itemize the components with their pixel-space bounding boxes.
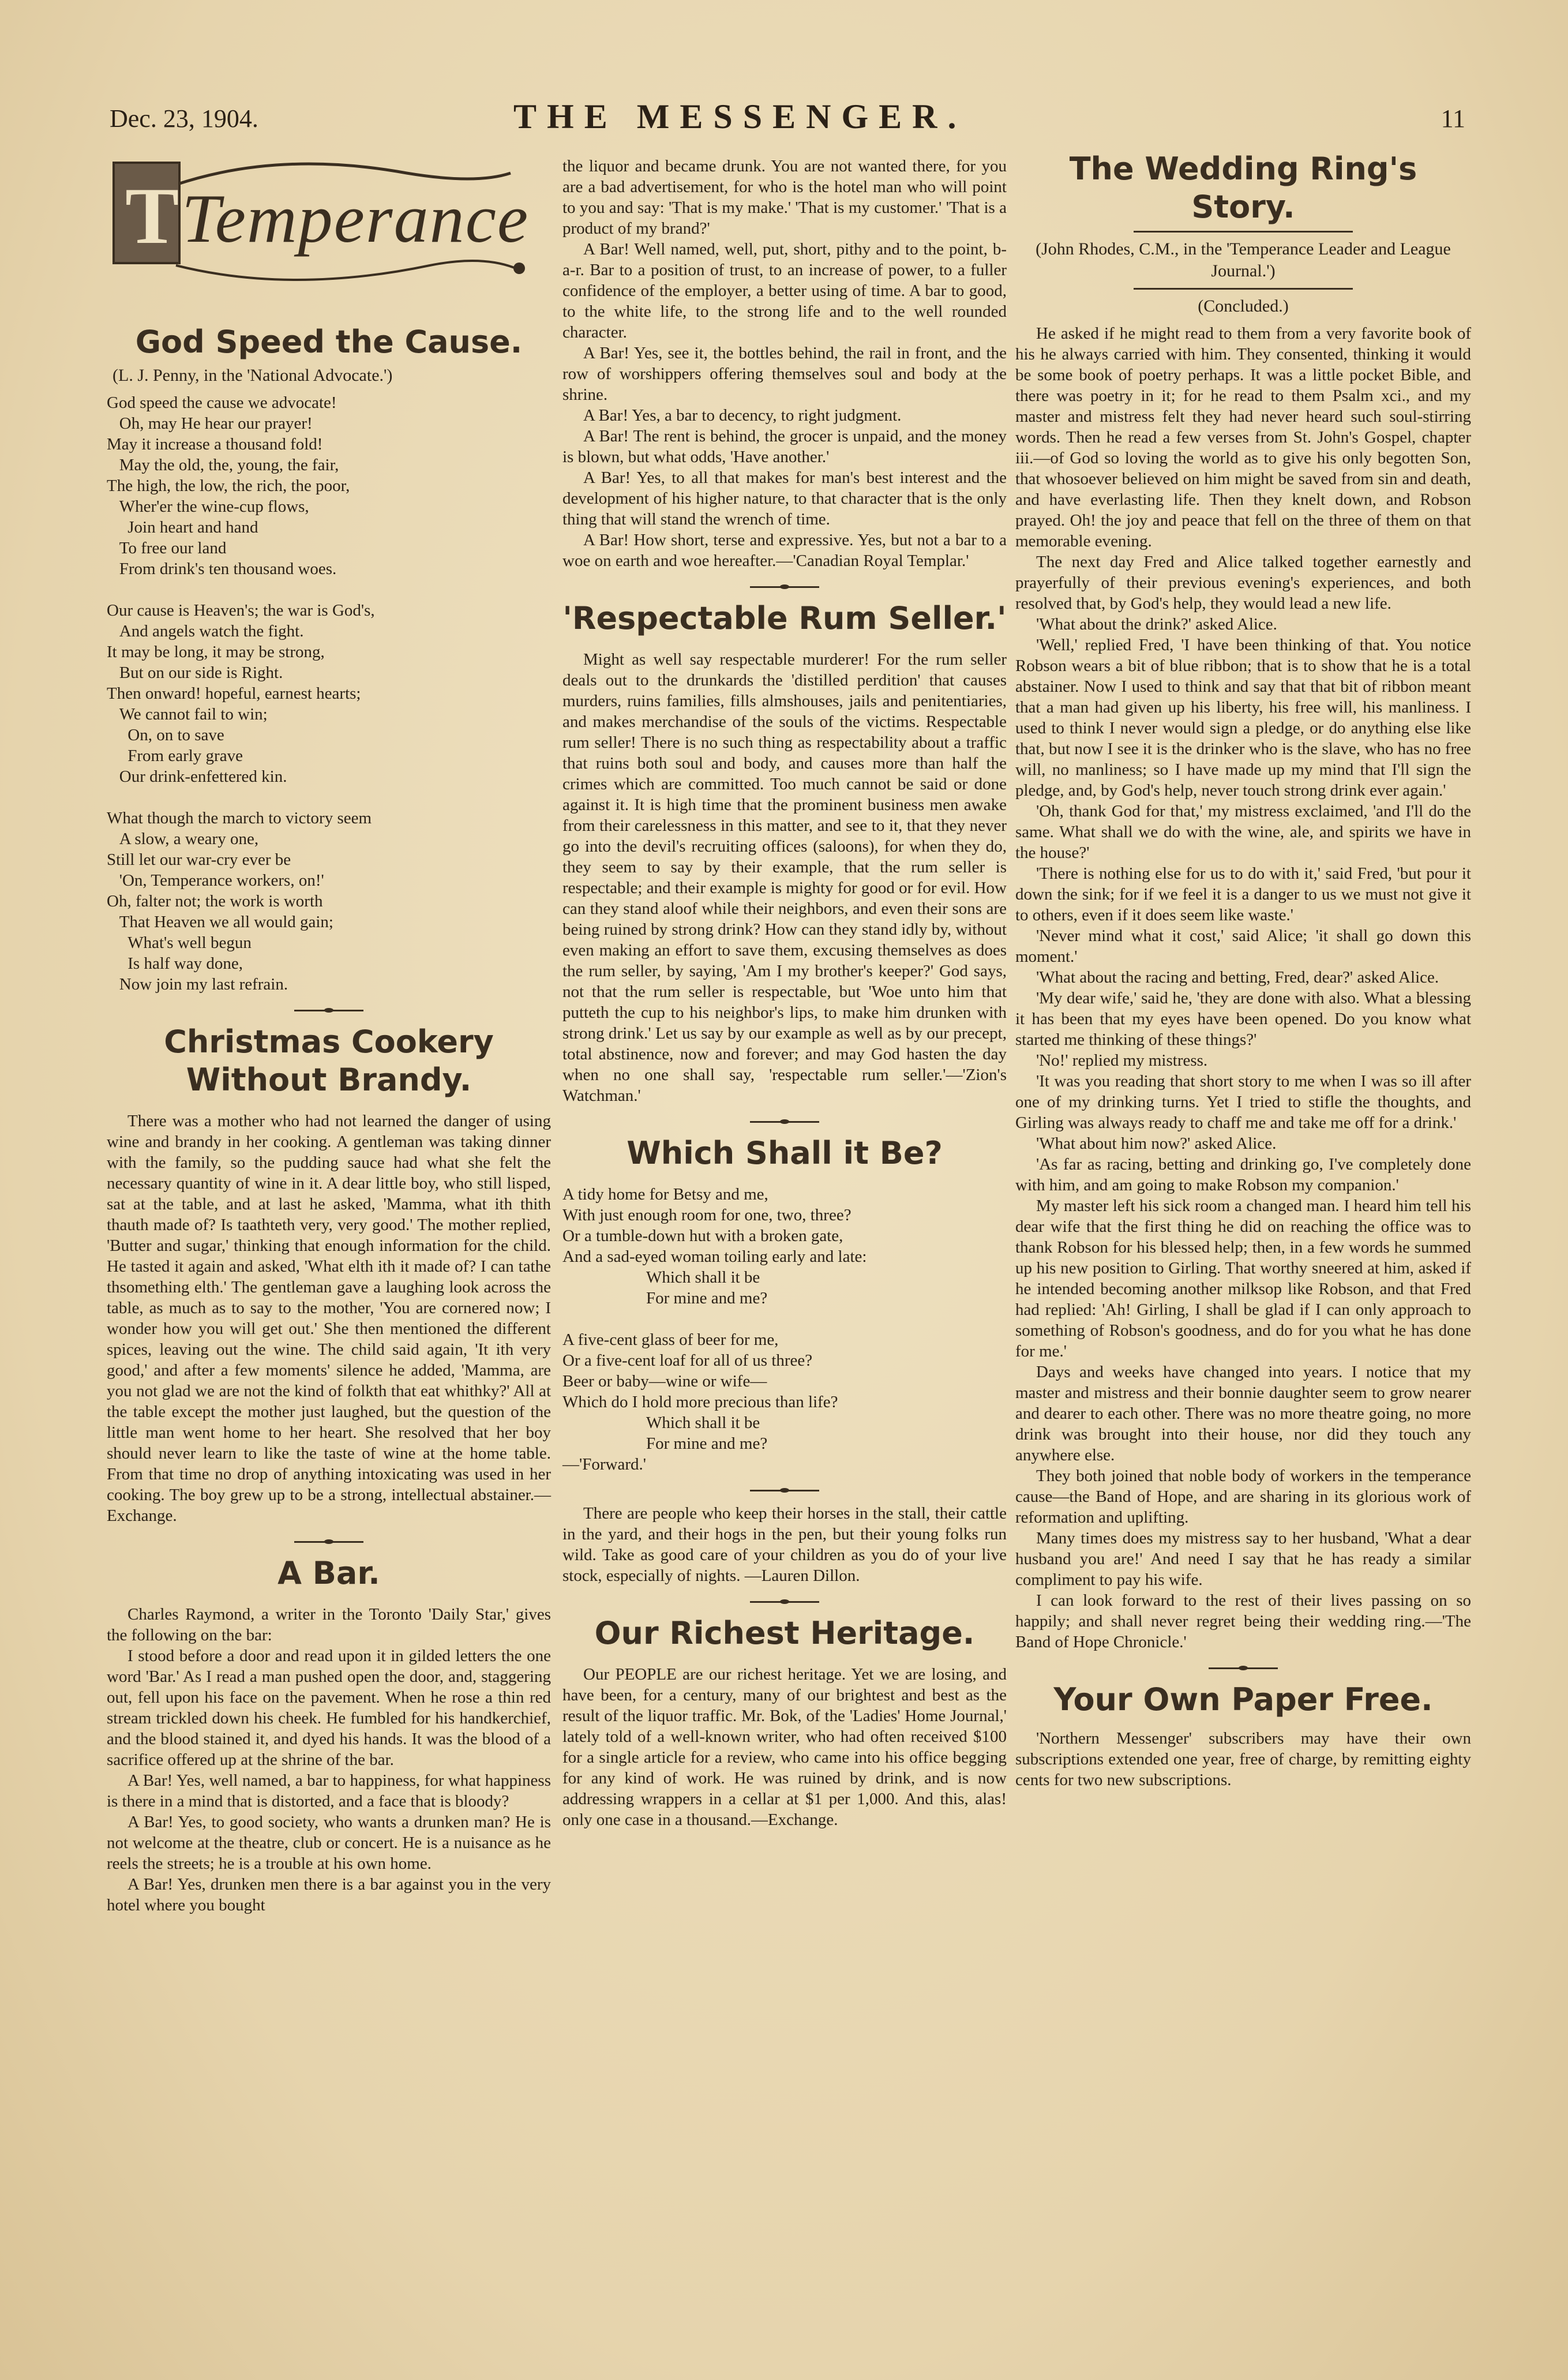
free-paper-title: Your Own Paper Free. <box>1053 1681 1433 1718</box>
ring-p3: 'What about the drink?' asked Alice. <box>1036 615 1277 634</box>
ring-p11: 'It was you reading that short story to me when I was so ill after one of my drinking turns. Yet I tried to stifle the thoughts, and Girling was always ready to chaff me and take me off for a drink.' <box>1015 1072 1471 1132</box>
column-1 <box>107 150 551 1916</box>
ring-p17: Many times does my mistress say to her husband, 'What a dear husband you are!' And need I say that he has ready a similar compliment to pay his wife. <box>1015 1529 1471 1589</box>
god-speed-stanza-3: What though the march to victory seem A slow, a weary one, Still let our war-cry ever be 'On, Temperance workers, on!' Oh, falter not; the work is worth That Heaven we all would gain; What's well begun Is half way done, Now join my last refrain. <box>107 809 372 994</box>
ring-p10: 'No!' replied my mistress. <box>1036 1051 1208 1070</box>
bar-cont-p1: the liquor and became drunk. You are not wanted there, for you are a bad advertisement, for who is the hotel man who will point to you and say: 'That is my make.' 'That is my customer.' 'That is a product of my brand?' <box>562 157 1007 238</box>
column-3 <box>1015 150 1471 1790</box>
free-paper-text: 'Northern Messenger' subscribers may have their own subscriptions extended one year, free of charge, by remitting eighty cents for two new subscriptions. <box>1015 1729 1471 1789</box>
logo-initial-block: T <box>112 162 181 264</box>
cookery-title: Christmas Cookery Without Brandy. <box>164 1024 494 1098</box>
separator <box>750 1121 819 1123</box>
ring-p1: He asked if he might read to them from a very favorite book of his he always carried with him. They consented, thinking it would be some book of poetry perhaps. It was a little pocket Bible, and there was poetry in it; for he read to them Psalm xci., and my master and mistress felt they had never heard such soul-stirring words. Then he read a few verses from St. John's Gospel, chapter iii.—of God so loving the world as to give his only begotten Son, that whosoever believed on him might be saved from sin and death, and have everlasting life. Then they knelt down, and Robson prayed. Oh! the joy and peace that fell on the three of them on that memorable evening. <box>1015 324 1471 550</box>
bar-p5: A Bar! Yes, drunken men there is a bar against you in the very hotel where you bought <box>107 1875 551 1914</box>
separator <box>294 1541 363 1543</box>
ring-p12: 'What about him now?' asked Alice. <box>1036 1134 1277 1153</box>
rule <box>1134 288 1353 290</box>
which-credit: —'Forward.' <box>562 1455 646 1474</box>
heritage-title: Our Richest Heritage. <box>594 1615 975 1651</box>
rule <box>1134 231 1353 233</box>
heritage-text: Our PEOPLE are our richest heritage. Yet we are losing, and have been, for a century, many of our brightest and best as the result of the liquor traffic. Mr. Bok, of the 'Ladies' Home Journal,' lately told of a well-known writer, who had often received $100 for a single article for a review, who came into his office begging for any kind of work. He was ruined by drink, and is now addressing wrappers in a cellar at $1 per 1,000. And this, alas! only one case in a thousand.—Exchange. <box>562 1665 1007 1829</box>
ring-p8: 'What about the racing and betting, Fred, dear?' asked Alice. <box>1036 968 1439 987</box>
separator <box>750 1601 819 1603</box>
ring-concluded: (Concluded.) <box>1198 297 1289 316</box>
ring-p4: 'Well,' replied Fred, 'I have been thinking of that. You notice Robson wears a bit of blue ribbon; that is to show that he is a total abstainer. Now I used to think and say that that bit of ribbon meant that a man had given up his liberty, his free will, his manliness. I used to think I never would sign a pledge, or do anything else like that, but now I see it is the drinker who is the slave, who has no free will, no manliness; so I have made up my mind that I'll sign the pledge, and, by God's help, never touch strong drink ever again.' <box>1015 636 1471 800</box>
which-stanza-1: A tidy home for Betsy and me, With just enough room for one, two, three? Or a tumble-down hut with a broken gate, And a sad-eyed woman toiling early and late: Which shall it be For mine and me? <box>562 1185 867 1307</box>
paper-title: THE MESSENGER. <box>513 98 967 136</box>
bar-cont-p4: A Bar! Yes, a bar to decency, to right judgment. <box>583 406 902 425</box>
bar-p3: A Bar! Yes, well named, a bar to happiness, for what happiness is there in a mind that is distorted, and a face that is bloody? <box>107 1771 551 1811</box>
ring-title: The Wedding Ring's Story. <box>1069 151 1417 225</box>
separator <box>750 586 819 588</box>
bar-title: A Bar. <box>277 1555 380 1591</box>
which-stanza-2: A five-cent glass of beer for me, Or a five-cent loaf for all of us three? Beer or baby—wine or wife— Which do I hold more precious than life? Which shall it be For mine and me? <box>562 1330 838 1453</box>
god-speed-stanza-1: God speed the cause we advocate! Oh, may He hear our prayer! May it increase a thousand fold! May the old, the, young, the fair, The high, the low, the rich, the poor, Wher'er the wine-cup flows, Join heart and hand To free our land From drink's ten thousand woes. <box>107 393 350 578</box>
bar-cont-p5: A Bar! The rent is behind, the grocer is unpaid, and the money is blown, but what odds, 'Have another.' <box>562 427 1007 466</box>
ring-p18: I can look forward to the rest of their lives passing on so happily; and shall never regret being their wedding ring.—'The Band of Hope Chronicle.' <box>1015 1591 1471 1651</box>
ring-p5: 'Oh, thank God for that,' my mistress exclaimed, 'and I'll do the same. What shall we do with the wine, ale, and spirits we have in the house?' <box>1015 802 1471 862</box>
ring-p7: 'Never mind what it cost,' said Alice; 'it shall go down this moment.' <box>1015 927 1471 966</box>
horses-text: There are people who keep their horses in the stall, their cattle in the yard, and their hogs in the pen, but their young folks run wild. Take as good care of your children as you do of your live stock, especially of nights. —Lauren Dillon. <box>562 1504 1007 1585</box>
logo-word: Temperance <box>182 180 530 257</box>
bar-p2: I stood before a door and read upon it in gilded letters the one word 'Bar.' As I read a man pushed open the door, and, staggering out, fell upon his face on the pavement. When he rose a thin red stream trickled down his cheek. He fumbled for his handkerchief, and the blood stained it, and dyed his hands. It was the blood of a sacrifice offered up at the shrine of the bar. <box>107 1647 551 1769</box>
separator <box>294 1010 363 1011</box>
bar-p4: A Bar! Yes, to good society, who wants a drunken man? He is not welcome at the theatre, club or concert. He is a nuisance as he reels the streets; he is a trouble at his own home. <box>107 1813 551 1873</box>
ring-p14: My master left his sick room a changed man. I heard him tell his dear wife that the first thing he did on reaching the office was to thank Robson for his blessed help; then, in a few words he summed up his new position to Girling. That worthy sneered at him, asked if he intended becoming another milksop like Robson, and that Fred had replied: 'Ah! Girling, I shall be glad if I can only approach to something of Robson's goodness, and do for you what he has done for me.' <box>1015 1197 1471 1360</box>
masthead <box>110 92 1477 144</box>
page-number: 11 <box>1441 104 1465 133</box>
issue-date: Dec. 23, 1904. <box>110 104 258 133</box>
ring-p2: The next day Fred and Alice talked together earnestly and prayerfully of their previous evening's experiences, and both resolved that, by God's help, they would lead a new life. <box>1015 553 1471 613</box>
temperance-logo <box>107 150 551 294</box>
bar-cont-p7: A Bar! How short, terse and expressive. Yes, but not a bar to a woe on earth and woe hereafter.—'Canadian Royal Templar.' <box>562 531 1007 570</box>
separator <box>750 1490 819 1491</box>
which-title: Which Shall it Be? <box>627 1135 943 1171</box>
bar-p1: Charles Raymond, a writer in the Toronto 'Daily Star,' gives the following on the bar: <box>107 1605 551 1644</box>
bar-cont-p3: A Bar! Yes, see it, the bottles behind, the rail in front, and the row of worshippers offering themselves soul and body at the shrine. <box>562 344 1007 404</box>
cookery-text: There was a mother who had not learned the danger of using wine and brandy in her cooking. A gentleman was taking dinner with the family, so the pudding sauce had what she felt the necessary quantity of wine in it. A dear little boy, who still lisped, sat at the table, and at last he asked, 'Mamma, what ith thith thauth made of? Is taathteth very, very good.' The mother replied, 'Butter and sugar,' thinking that enough information for the child. He tasted it again and asked, 'What elth ith it made of? I can tathe thsomething elth.' The gentleman gave a laughing look across the table, as much as to say to the mother, 'You are cornered now; I wonder how you will get out.' She then mentioned the different spices, leaving out the wine. The child said again, 'It ith very good,' and after a few moments' silence he added, 'Mamma, are you not glad we are not the kind of folkth that eat whithky?' All at the table except the mother just laughed, but the question of the little man went home to her heart. She resolved that her boy should never learn to like the taste of wine at the home table. From that time no drop of anything intoxicating was used in her cooking. The boy grew up to be a strong, intellectual abstainer.—Exchange. <box>107 1112 551 1525</box>
god-speed-title: God Speed the Cause. <box>135 324 523 360</box>
god-speed-source: (L. J. Penny, in the 'National Advocate.') <box>112 366 393 385</box>
ring-p13: 'As far as racing, betting and drinking go, I've completely done with him, and am going to make Robson my companion.' <box>1015 1155 1471 1194</box>
separator <box>1209 1667 1278 1669</box>
ring-p6: 'There is nothing else for us to do with it,' said Fred, 'but pour it down the sink; for if we feel it is a danger to us we must not give it to others, even if it does seem like waste.' <box>1015 864 1471 924</box>
ring-p15: Days and weeks have changed into years. I notice that my master and mistress and their bonnie daughter seem to grow nearer and dearer to each other. There was no more theatre going, no more drink was brought into their house, nor did they touch any anywhere else. <box>1015 1363 1471 1464</box>
bar-cont-p2: A Bar! Well named, well, put, short, pithy and to the point, b-a-r. Bar to a position of trust, to an increase of power, to a fuller confidence of the employer, a better using of time. A bar to good, to the white life, to the strong life and to the well rounded character. <box>562 240 1007 342</box>
ring-p9: 'My dear wife,' said he, 'they are done with also. What a blessing it has been that my eyes have been opened. Do you know what started me thinking of these things?' <box>1015 989 1471 1049</box>
ring-source: (John Rhodes, C.M., in the 'Temperance Leader and League Journal.') <box>1036 239 1451 280</box>
rum-seller-text: Might as well say respectable murderer! For the rum seller deals out to the drunkards the 'distilled perdition' that causes murders, ruins families, fills almshouses, jails and penitentiaries, and makes merchandise of the souls of the victims. Respectable rum seller! There is no such thing as respectability about a traffic that ruins both soul and body, and causes more than half the crimes which are committed. Too much cannot be said or done against it. It is high time that the prominent business men awake from their carelessness in this matter, and see to it, that they never go into the devil's recruiting offices (saloons), for when they do, they seem to say by their example, that the rum seller is respectable; and their example is mighty for good or for evil. How can they stand aloof while their neighbors, and even their sons are being ruined by strong drink? How can they stand idly by, without even making an effort to save them, excusing themselves as does the rum seller, by saying, 'Am I my brother's keeper?' God says, not that the rum seller is respectable, but 'Woe unto him that putteth the cup to his neighbor's lips, to make him drunken with strong drink.' Let us say by our example as well as by our precept, total abstinence, now and forever; and may God hasten the day when no one shall say, 'respectable rum seller.'—'Zion's Watchman.' <box>562 650 1007 1105</box>
god-speed-stanza-2: Our cause is Heaven's; the war is God's, And angels watch the fight. It may be long, it may be strong, But on our side is Right. Then onward! hopeful, earnest hearts; We cannot fail to win; On, on to save From early grave Our drink-enfettered kin. <box>107 601 375 786</box>
bar-cont-p6: A Bar! Yes, to all that makes for man's best interest and the development of his higher nature, to that character that is the only thing that will stand the wrench of time. <box>562 468 1007 529</box>
ring-p16: They both joined that noble body of workers in the temperance cause—the Band of Hope, and are sharing in its glorious work of reformation and uplifting. <box>1015 1467 1471 1527</box>
rum-seller-title: 'Respectable Rum Seller.' <box>562 600 1007 636</box>
column-2 <box>562 156 1007 1830</box>
